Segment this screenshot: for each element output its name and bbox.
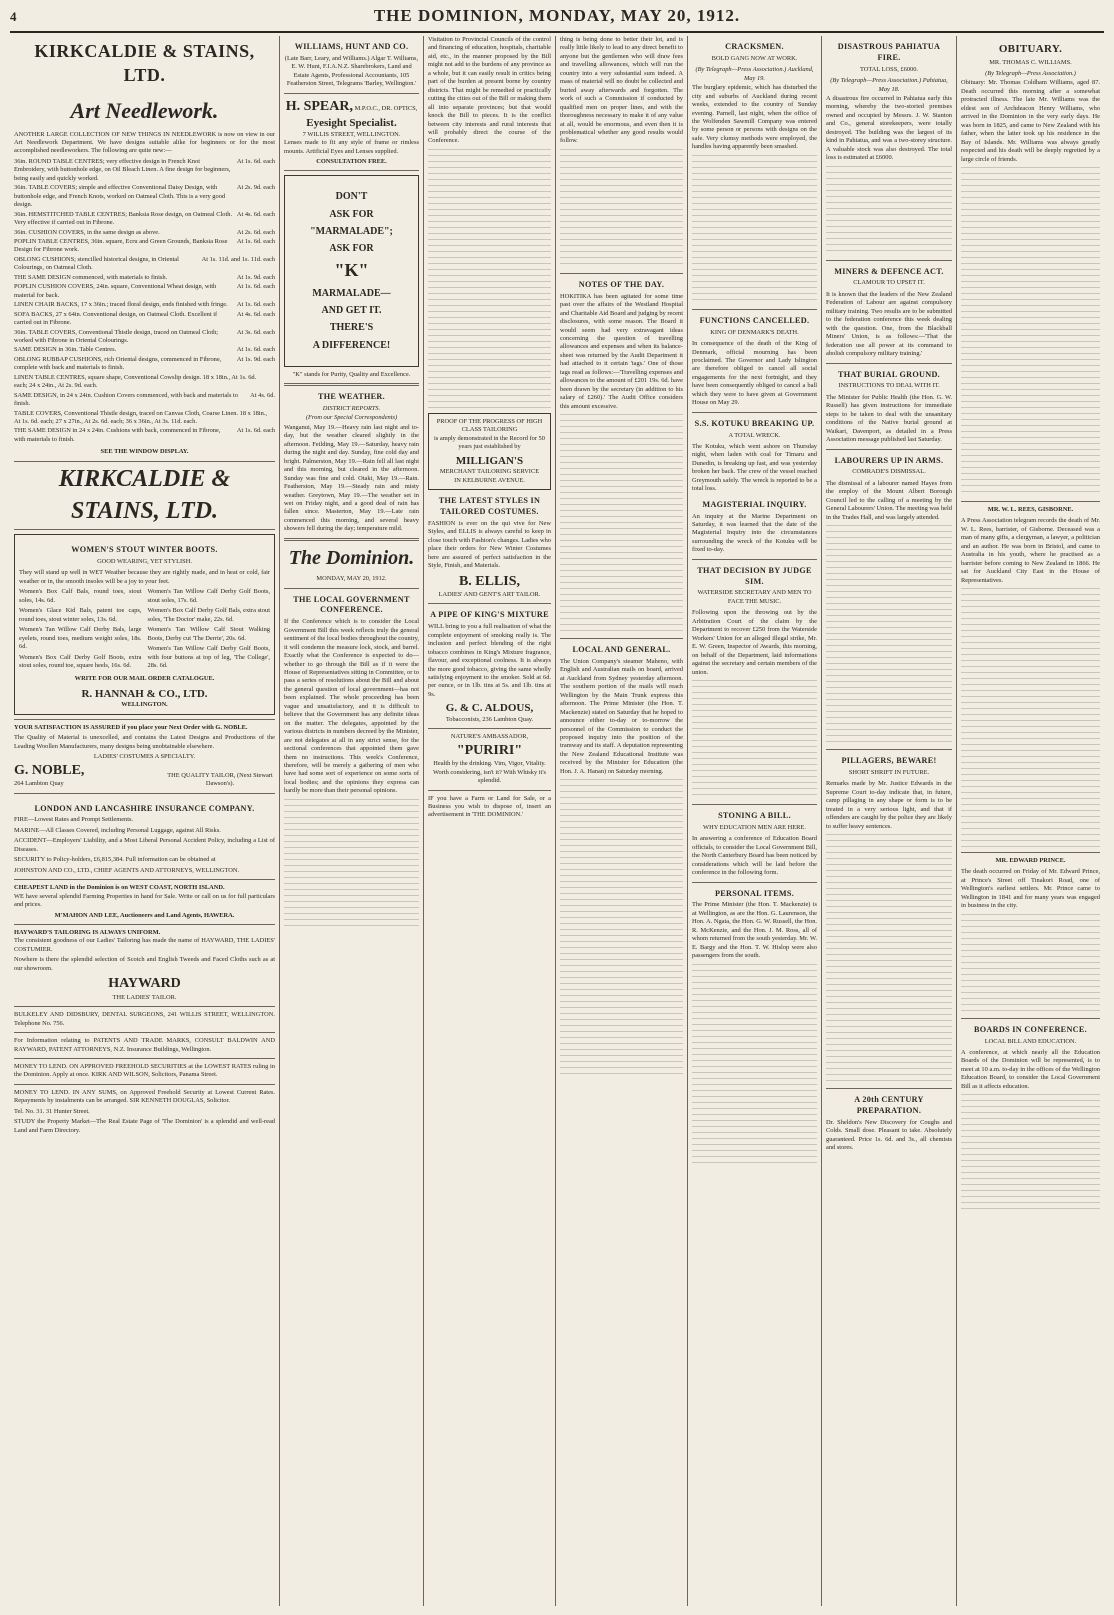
column-4 xyxy=(556,36,688,1606)
tailoring-address: IN KELBURNE AVENUE. xyxy=(454,476,525,484)
boots-catalogue: WRITE FOR OUR MAIL ORDER CATALOGUE. xyxy=(74,675,215,683)
ellis-body: FASHION is ever on the qui vive for New Styles, and ELLIS is always careful to keep in close touch with Fashion's changes. Ladies who place their orders for New Winter Costumes here are assured of perfect satisfaction in the Style, Finish, and Materials. xyxy=(428,519,551,570)
spear-name: H. SPEAR, xyxy=(285,98,353,114)
kotuku-body: The Kotuku, which went ashore on Thursday night, when laden with coal for Timaru and Dunedin, is breaking up fast, and was yesterday broken her back. The crew of the vessel reached Greymouth safely. The wreck is reported to be a total loss. xyxy=(692,443,817,493)
marmalade-line: "MARMALADE"; xyxy=(310,225,393,237)
column-2 xyxy=(280,36,424,1606)
kirkcaldie-title-2: KIRKCALDIE & STAINS, LTD. xyxy=(14,461,275,530)
needlework-item xyxy=(14,229,275,237)
telephone: Tel. No. 31. 31 Hunter Street. xyxy=(14,1107,90,1115)
labourers-sub: COMRADE'S DISMISSAL. xyxy=(852,468,926,476)
noble-trade: THE QUALITY TAILOR, (Next Stewart Dawson's). xyxy=(167,771,273,788)
column-3 xyxy=(424,36,556,1606)
editorial-continued: Visitation to Provincial Councils of the control and financing of education, hospitals, charitable aid, etc., in the manner proposed by the Bill might not add to the burdens of any province as a whole, but it can easily result in critics being part of the burden at present borne by country districts. That might be remedied or practically cutting the cities out of the Bill or making them all into separate provinces; but that would knock the Bill to pieces. It is the conflict between city interests and rural interests that will probably direct the course of the Conference. xyxy=(428,36,551,145)
needlework-intro: ANOTHER LARGE COLLECTION OF NEW THINGS IN NEEDLEWORK is now on view in our Art Needlework Department. We have designs suitable alike for beginners or for the most accomplished needleworkers. The following are quite new:— xyxy=(14,130,275,155)
noble-body: The Quality of Material is unexcelled, and contains the Latest Designs and Productions of the Leading Woollen Manufacturers, many designs being unobtainable elsewhere. xyxy=(14,734,275,750)
rees-body: A Press Association telegram records the death of Mr. W. L. Rees, barrister, of Gisborne. Deceased was a man of many gifts, a clergyman, a lawyer, a politician and an author. He was born in Bristol, and came to Australia in his youth, where he practised as a barrister before coming to New Zealand in 1866. He sat for Auckland City East in the House of Representatives. xyxy=(961,517,1100,584)
obituary-name: MR. THOMAS C. WILLIAMS. xyxy=(989,58,1072,66)
needlework-item-price: At 1s. 11d. and 1s. 11d. each xyxy=(201,255,275,263)
marmalade-line: A DIFFERENCE! xyxy=(312,339,391,351)
needlework-item-text: 36in. HEMSTITCHED TABLE CENTRES; Banksia Rose design, on Oatmeal Cloth. Very effective if carried out in Fibrone. xyxy=(14,210,233,227)
hayward-title: HAYWARD'S TAILORING IS ALWAYS UNIFORM. xyxy=(14,928,161,936)
marmalade-line: AND GET IT. xyxy=(321,305,382,317)
needlework-item xyxy=(14,256,275,273)
cheap-land-body: WE have several splendid Farming Properties in hand for Sale. Write or call on us for full particulars and prices. xyxy=(14,892,275,909)
money-ad-2: MONEY TO LEND. IN ANY SUMS, on Approved Freehold Security at Lowest Current Rates. Repayments by instalments can be arranged. SIR KENNETH DOUGLAS, Solicitor. xyxy=(14,1088,275,1105)
weather-sub: DISTRICT REPORTS. xyxy=(322,404,381,412)
rees-name: MR. W. L. REES, GISBORNE. xyxy=(987,505,1074,513)
puriri-name: "PURIRI" xyxy=(456,742,523,758)
prince-body: The death occurred on Friday of Mr. Edward Prince, at Prince's Street off Tinakori Road, one of Wellington's earliest settlers. Mr. Prince came to Wellington in 1841 and for many years was engaged in business in the city. xyxy=(961,868,1100,910)
noble-address: 264 Lambton Quay xyxy=(14,780,64,788)
hayward-name: HAYWARD xyxy=(108,976,181,992)
preparation-body: Dr. Sheldon's New Discovery for Coughs and Colds. Small dose. Pleasant to take. Absolutely guaranteed. Price 1s. 6d. and 3s., all chemists and stores. xyxy=(826,1118,952,1152)
boots-list-left xyxy=(19,588,142,672)
needlework-item xyxy=(14,211,275,228)
needlework-item-text: POPLIN CUSHION COVERS, 24in. square, Conventional Wheat design, with material for back. xyxy=(14,283,217,299)
pillagers-body: Remarks made by Mr. Justice Edwards in the Supreme Court to-day indicate that, in future, camp pillaging in any shape or form is to be treated in a very serious light, and that if offenders are caught by the police they are likely to suffer heavy sentences. xyxy=(826,780,952,830)
needlework-item-text: LINEN TABLE CENTRES, square shape, Conventional Cowslip design. 18 x 18in., At 1s. 6d. each; 24 x 24in., At 2s. 9d. each. xyxy=(14,373,257,390)
fire-sub: TOTAL LOSS, £6000. xyxy=(859,65,919,73)
ellis-name: B. ELLIS, xyxy=(458,573,521,589)
lancashire-line: JOHNSTON AND CO., LTD., CHIEF AGENTS AND ATTORNEYS, WELLINGTON. xyxy=(14,866,240,874)
judge-sub: WATERSIDE SECRETARY AND MEN TO FACE THE MUSIC. xyxy=(697,589,812,605)
notes-title: NOTES OF THE DAY. xyxy=(578,279,665,289)
conference-title: THE LOCAL GOVERNMENT CONFERENCE. xyxy=(293,594,410,615)
column-6 xyxy=(822,36,957,1606)
local-title: LOCAL AND GENERAL. xyxy=(572,645,671,655)
weather-sub-2: (From our Special Correspondents) xyxy=(305,414,398,422)
miners-body: It is known that the leaders of the New Zealand Federation of Labour are against compulsory military training. Two results are to be submitted to the federation conference this week dealing with the question. One, from the Blackball Miners' Union, is as follows:—'That the federation use all power at its command to abolish compulsory military training.' xyxy=(826,290,952,358)
hannah-city: WELLINGTON. xyxy=(121,701,168,709)
labourers-body: The dismissal of a labourer named Hayes from the employ of the Mount Albert Borough Council led to the calling of a meeting by the General Labourers' Union. The meeting was held in the Trades Hall, and was largely attended. xyxy=(826,479,952,521)
needlework-item-text: POPLIN TABLE CENTRES, 36in. square, Ecru and Green Grounds, Banksia Rose Design for Fibrone work. xyxy=(14,237,228,254)
puriri-title: NATURE'S AMBASSADOR, xyxy=(450,733,529,741)
marmalade-line: "K" xyxy=(334,260,369,281)
needlework-item xyxy=(14,274,275,282)
needlework-item-text: LINEN CHAIR BACKS, 17 x 36in.; traced floral design, ends finished with fringe. xyxy=(14,301,228,309)
hannah-firm: R. HANNAH & CO., LTD. xyxy=(81,687,208,700)
marmalade-note: "K" stands for Purity, Quality and Excellence. xyxy=(292,370,411,378)
hayward-body: The consistent goodness of our Ladies' Tailoring has made the name of HAYWARD, THE LADIES' COSTUMIER. xyxy=(14,937,275,953)
magisterial-title: MAGISTERIAL INQUIRY. xyxy=(702,499,807,509)
pipe-body: WILL bring to you a full realisation of what the complete enjoyment of smoking really is. The inclusion and perfect blending of the right tobacco combines in King's Mixture fragrance, flavour, and exceptional coolness. It is always the more good tobacco, giving the same wholly satisfying enjoyment to the smoker. Sold at 6d. per ounce, or in 1lb. tins at 5s. and 1lb. tins at 9s. xyxy=(428,623,551,698)
needlework-item-price: At 1s. 6d. each xyxy=(236,237,275,245)
lancashire-line: ACCIDENT—Employers' Liability, and a Most Liberal Personal Accident Policy, including a List of Diseases. xyxy=(14,837,275,853)
column-5 xyxy=(688,36,822,1606)
judge-title: THAT DECISION BY JUDGE SIM. xyxy=(697,565,812,586)
weather-title: THE WEATHER. xyxy=(318,392,385,402)
paper-title: The Dominion. xyxy=(288,546,415,569)
dental-ad: BULKELEY AND DIDSBURY, DENTAL SURGEONS, 241 WILLIS STREET, WELLINGTON. Telephone No. 756. xyxy=(14,1011,275,1027)
boots-list-right xyxy=(148,588,271,672)
boards-body: A conference, at which nearly all the Education Boards of the Dominion will be represented, is to meet at 10 a.m. to-day in the offices of the Wellington Education Board, to consider the Local Government Bill as it affects education. xyxy=(961,1049,1100,1090)
miners-title: MINERS & DEFENCE ACT. xyxy=(834,266,944,276)
functions-title: FUNCTIONS CANCELLED. xyxy=(699,315,810,325)
needlework-item-text: OBLONG RUBBAP CUSHIONS, rich Oriental designs, commenced in Fibrone, complete with back and materials to finish. xyxy=(14,355,222,372)
boots-item: Women's Glace Kid Bals, patent toe caps, round toes, stout winter soles, 13s. 6d. xyxy=(19,607,142,623)
stoning-body: In answering a conference of Education Board officials, to consider the Local Government Bill, the North Canterbury Board has been noticed by considerations which will be laid before the conference in the following form. xyxy=(692,835,817,877)
ellis-trade: LADIES' AND GENT'S ART TAILOR. xyxy=(438,590,541,598)
hayward-body-2: Nowhere is there the splendid selection of Scotch and English Tweeds and Faced Cloths such as at our showroom. xyxy=(14,956,275,972)
column-7 xyxy=(957,36,1104,1606)
aldous-trade: Tobacconists, 236 Lambton Quay. xyxy=(445,715,534,723)
needlework-item-price: At 1s. 6d. each xyxy=(236,301,275,309)
burial-sub: INSTRUCTIONS TO DEAL WITH IT. xyxy=(838,382,940,390)
needlework-item-price: At 2s. 6d. each xyxy=(236,228,275,236)
cracksmen-title: CRACKSMEN. xyxy=(725,42,784,51)
needlework-item-text: 36in. TABLE COVERS, Conventional Thistle design, traced on Oatmeal Cloth; worked with Fibrone in Oriental Colourings. xyxy=(14,328,219,344)
functions-body: In consequence of the death of the King of Denmark, official mourning has been proclaimed. The Governor and Lady Islington are therefore obliged to cancel all social engagements for the next fortnight, and they have been consequently obliged to cancel a ball which they were to have given at Government House on May 29. xyxy=(692,340,817,407)
needlework-item xyxy=(14,283,275,300)
needlework-item-text: SOFA BACKS, 27 x 64in. Conventional design, on Oatmeal Cloth. Excellent if carried out in Fibrone. xyxy=(14,310,218,327)
labourers-title: LABOURERS UP IN ARMS. xyxy=(834,455,944,465)
needlework-item-text: SAME DESIGN, in 24 x 24in. Cushion Covers commenced, with back and materials to finish. xyxy=(14,391,238,408)
kotuku-title: S.S. KOTUKU BREAKING UP. xyxy=(694,418,815,428)
needlework-item xyxy=(14,158,275,183)
needlework-item xyxy=(14,374,275,391)
lancashire-line: MARINE—All Classes Covered, including Personal Luggage, against All Risks. xyxy=(14,826,221,834)
personal-body: The Prime Minister (the Hon. T. Mackenzie) is at Wellington, as are the Hon. G. Laurenson, the Hon. A. Ngata, the Hon. G. W. Russell, the Hon. R. McKenzie, and the Hon. J. M. Ross, all of whom returned from the south yesterday. Mr. W. E. Bargy and the Hon. T. W. Hislop were also passengers from the south. xyxy=(692,901,817,960)
marmalade-line: MARMALADE— xyxy=(312,287,391,299)
needlework-item-price: At 1s. 6d. each xyxy=(236,427,275,435)
lancashire-title: LONDON AND LANCASHIRE INSURANCE COMPANY. xyxy=(34,803,255,813)
money-ad-1: MONEY TO LEND. ON APPROVED FREEHOLD SECURITIES at the LOWEST RATES ruling in the Dominion. Apply at once. KIRK AND WILSON, Solicitors, Panama Street. xyxy=(14,1062,275,1079)
ellis-title: THE LATEST STYLES IN TAILORED COSTUMES. xyxy=(438,496,541,516)
marmalade-line: DON'T xyxy=(335,191,368,203)
needlework-item-price: At 2s. 9d. each xyxy=(236,184,275,192)
miners-sub: CLAMOUR TO UPSET IT. xyxy=(853,279,925,287)
needlework-item xyxy=(14,356,275,373)
fire-byline: (By Telegraph—Press Association.) Pahiatua, May 18. xyxy=(830,77,948,93)
milligan-ad xyxy=(428,413,551,490)
needlework-item xyxy=(14,410,275,427)
conference-body: If the Conference which is to consider the Local Government Bill this week reflects truly the general sentiment of the local bodies throughout the country, it will condemn the measure lock, stock, and barrel. Exactly what the Conference is expected to do—whether to go through the Bill as if it were the House of Representatives sitting in Committee, or to pass a series of resolutions about the Bill and about the general question of local government—has not been explained. The whole proceeding has been vague and unsatisfactory, and it is difficult to believe that the Government has any definite ideas on the matter. The delegates, appointed by the various districts in numbers decreed by the Minister, are not delegates at all in any strict sense, for the sectional conferences that appointed them gave them no instructions. This week's Conference, therefore, will be merely a gathering of men who have had some sort of experience on some sorts of local bodies; and the opinions they express can hardly be more than their personal opinions. xyxy=(284,618,419,795)
pillagers-title: PILLAGERS, BEWARE! xyxy=(841,756,937,766)
obituary-title: OBITUARY. xyxy=(998,43,1063,55)
needlework-heading: Art Needlework. xyxy=(70,97,219,123)
cracksmen-byline: (By Telegraph—Press Association.) Auckland, May 19. xyxy=(695,66,814,82)
obituary-byline: (By Telegraph—Press Association.) xyxy=(985,69,1076,77)
cracksmen-body: The burglary epidemic, which has disturbed the city and suburbs of Auckland during recent weeks, extended to the country of Sunday evening. Parnell, last night, when the office of the Wolfenden Sawmill Company was entered by some person or persons with designs on the safe. Very clumsy methods were employed, the handles having apparently been smashed. xyxy=(692,84,817,151)
newspaper-title: THE DOMINION, MONDAY, MAY 20, 1912. xyxy=(373,6,741,25)
farm-ad: IF you have a Farm or Land for Sale, or a Business you wish to dispose of, insert an advertisement in 'THE DOMINION.' xyxy=(428,794,551,819)
lancashire-line: SECURITY to Policy-holders, £6,815,384. Full information can be obtained at xyxy=(14,856,216,864)
cracksmen-sub: BOLD GANG NOW AT WORK. xyxy=(711,54,798,62)
lancashire-lines xyxy=(14,816,275,875)
fire-body: A disastrous fire occurred in Pahiatua early this morning, whereby the two-storied premises owned and occupied by Messrs. J. W. Stanton and Co., general storekeepers, were totally destroyed. The building was the largest of its kind in Pahiatua, and was a two-storey structure. A valuable stock was also destroyed. The total loss is estimated at £6000. xyxy=(826,95,952,162)
needlework-item xyxy=(14,392,275,409)
marmalade-lines xyxy=(289,190,414,351)
tailoring-trade: MERCHANT TAILORING SERVICE xyxy=(439,468,540,476)
hayward-trade: THE LADIES' TAILOR. xyxy=(112,993,177,1001)
pillagers-sub: SHORT SHRIFT IN FUTURE. xyxy=(848,768,930,776)
preparation-title: A 20th CENTURY PREPARATION. xyxy=(854,1095,924,1115)
noble-name: G. NOBLE, xyxy=(14,762,85,778)
boards-sub: LOCAL BILL AND EDUCATION. xyxy=(984,1037,1077,1045)
needlework-item-price: At 1s. 6d. each xyxy=(236,346,275,354)
needlework-item-text: OBLONG CUSHIONS; stencilled historical designs, in Oriental Colourings, on Oatmeal Cloth. xyxy=(14,255,179,272)
marmalade-line: ASK FOR xyxy=(329,243,374,254)
patents-ad: For Information relating to PATENTS AND TRADE MARKS, CONSULT BALDWIN AND RAYWARD, PATENT ATTORNEYS, N.Z. Insurance Buildings, Wellington. xyxy=(14,1037,275,1053)
boots-heading: WOMEN'S STOUT WINTER BOOTS. xyxy=(71,545,218,555)
personal-title: PERSONAL ITEMS. xyxy=(714,888,795,898)
spear-body: Lenses made to fit any style of frame or rimless mounts. Artificial Eyes and Lenses supplied. xyxy=(284,139,419,155)
needlework-item-price: At 1s. 9d. each xyxy=(236,273,275,281)
needlework-item-text: 36in. CUSHION COVERS, in the same design as above. xyxy=(14,228,160,236)
williams-sub: (Late Barr, Leary, and Williams.) Algar T. Williams, E. W. Hunt, F.I.A.N.Z. Sharebrokers, Land and Estate Agents, Professional Accountants, 105 Featherston Street, Telegrams 'Barley, Wellington.' xyxy=(284,54,419,88)
noble-lead: YOUR SATISFACTION IS ASSURED if you place your Next Order with G. NOBLE. xyxy=(14,723,248,731)
needlework-item xyxy=(14,184,275,209)
pipe-title: A PIPE OF KING'S MIXTURE xyxy=(430,610,549,620)
spear-address: 7 WILLIS STREET, WELLINGTON. xyxy=(302,130,401,138)
spear-degrees: M.P.O.C., DR. OPTICS, xyxy=(354,104,418,112)
weather-body: Wanganui, May 19.—Heavy rain last night and to-day, but the weather cleared slightly in the afternoon. Feilding, May 19.—Saturday, heavy rain during the night and day. Sunday, fine cold day and bright. Palmerston, May 19.—Rain fell all last night and this morning, but cleared in the afternoon. Sunday was fine and cold. Otaki, May 19.—Rain. Featherston, May 19.—Steady rain and misty weather. Greytown, May 19.—The weather set in wet on Friday night, and a good deal of rain has fallen since. Masterton, May 19.—Late rain commenced this morning, and several heavy showers fell during the day; temperature mild. xyxy=(284,423,419,533)
tailoring-body: is amply demonstrated in the Record for 50 years just established by xyxy=(434,434,545,451)
boots-item: Women's Box Calf Derby Golf Boots, extra stout soles, round toe, square heels, 16s. 6d. xyxy=(19,653,142,669)
marmalade-ad xyxy=(284,175,419,366)
tailoring-firm: MILLIGAN'S xyxy=(455,454,524,467)
stoning-title: STONING A BILL. xyxy=(718,811,791,820)
fire-title: DISASTROUS PAHIATUA FIRE. xyxy=(837,42,941,62)
burial-title: THAT BURIAL GROUND. xyxy=(837,369,941,379)
prince-name: MR. EDWARD PRINCE. xyxy=(995,857,1066,865)
stoning-sub: WHY EDUCATION MEN ARE HERE. xyxy=(703,823,806,831)
boots-item: Women's Box Calf Bals, round toes, stout soles, 14s. 6d. xyxy=(19,588,142,604)
needlework-item-text: TABLE COVERS, Conventional Thistle design, traced on Canvas Cloth, Coarse Linen. 18 x 18in., At 1s. 6d. each; 27 x 27in., At 2s. 6d. each; 36 x 36in., At 3s. 11d. each. xyxy=(14,409,268,426)
needlework-item xyxy=(14,427,275,444)
needlework-item xyxy=(14,311,275,328)
window-display-note: SEE THE WINDOW DISPLAY. xyxy=(100,448,189,456)
study-ad: STUDY the Property Market—The Real Estate Page of 'The Dominion' is a splendid and well-read Land and Farm Directory. xyxy=(14,1118,275,1134)
needlework-list xyxy=(14,158,275,445)
needlework-item-text: SAME DESIGN in 36in. Table Centres. xyxy=(14,346,117,354)
needlework-item-price: At 4s. 6d. each xyxy=(236,210,275,218)
needlework-item-text: THE SAME DESIGN in 24 x 24in. Cushions with back, commenced in Fibrone, with materials to finish. xyxy=(14,427,221,443)
boots-ad xyxy=(14,534,275,715)
needlework-item-price: At 1s. 9d. each xyxy=(236,355,275,363)
functions-sub: KING OF DENMARK'S DEATH. xyxy=(710,328,799,336)
marmalade-line: THERE'S xyxy=(329,322,374,334)
tailoring-title: PROOF OF THE PROGRESS OF HIGH CLASS TAILORING xyxy=(436,417,543,434)
boots-sub: GOOD WEARING, YET STYLISH. xyxy=(97,558,192,566)
needlework-item-text: 36in. TABLE COVERS; simple and effective Conventional Daisy Design, with buttonhole edge, and French Knots, worked on Oatmeal Cloth. This is a very good design. xyxy=(14,184,226,209)
columns xyxy=(10,36,1104,1606)
lancashire-line: FIRE—Lowest Rates and Prompt Settlements. xyxy=(14,816,134,824)
cheap-land-firm: M'MAHON AND LEE, Auctioneers and Land Agents, HAWERA. xyxy=(54,911,235,919)
cheap-land-title: CHEAPEST LAND in the Dominion is on WEST COAST, NORTH ISLAND. xyxy=(14,884,225,892)
needlework-item-price: At 1s. 6d. each xyxy=(236,283,275,291)
boards-title: BOARDS IN CONFERENCE. xyxy=(974,1024,1087,1034)
editorial-continued-2: thing is being done to better their lot, and is really little likely to lead to any direct benefit to anyone but the gentlemen who will draw fees and travelling allowances, which will run the country into a very substantial sum indeed. A mass of material will no doubt be collected and buried away afterwards and forgotten. The work of such a Commission if conducted by qualified men on proper lines, and with the thoroughness necessary to make it of any value at all, would be enormous, and even then it is problematical whether any good results would follow. xyxy=(560,36,683,145)
boots-item: Women's Tan Willow Calf Derby Golf Boots, stout soles, 17s. 6d. xyxy=(147,588,270,604)
noble-ladies: LADIES' COSTUMES A SPECIALTY. xyxy=(93,753,196,761)
boots-item: Women's Box Calf Derby Golf Bals, extra stout soles, 'The Doctor' make, 22s. 6d. xyxy=(147,607,270,623)
williams-title: WILLIAMS, HUNT AND CO. xyxy=(294,42,409,51)
marmalade-line: ASK FOR xyxy=(329,208,374,220)
needlework-item xyxy=(14,301,275,309)
boots-item: Women's Tan Willow Calf Derby Golf Boots, with four buttons at top of leg, 'The College', 28s. 6d. xyxy=(147,645,270,669)
boots-item: Women's Tan Willow Calf Derby Bals, large eyelets, round toes, medium weight soles, 18s. 6d. xyxy=(19,626,142,651)
boots-item: Women's Tan Willow Calf Stout Walking Boots, Derby cut 'The Derrie', 20s. 6d. xyxy=(147,626,270,642)
needlework-item-price: At 4s. 6d. xyxy=(250,391,275,399)
needlework-item-price: At 3s. 6d. each xyxy=(236,328,275,336)
needlework-item xyxy=(14,329,275,346)
needlework-item xyxy=(14,346,275,354)
paper-date: MONDAY, MAY 20, 1912. xyxy=(316,575,387,583)
page-number: 4 xyxy=(10,9,17,24)
aldous-name: G. & C. ALDOUS, xyxy=(445,702,534,715)
needlework-item-text: 36in. ROUND TABLE CENTRES; very effective design in French Knot Embroidery, with buttonhole edge, on Oil Bleach Linen. A fine design for beginners, being easily and quickly worked. xyxy=(14,157,231,182)
boots-intro: They will stand up well in WET Weather because they are rightly made, and in heat or cold, fair weather or in, the smooth insoles will be a joy to your feet. xyxy=(19,569,270,585)
spear-title: Eyesight Specialist. xyxy=(306,117,397,130)
local-body: The Union Company's steamer Maheno, with English and Australian mails on board, arrived at Auckland from Sydney yesterday afternoon. The southern portion of the mails will reach Wellington by the Main Trunk express this afternoon. The Prime Minister (the Hon. T. Mackenzie) stated on Saturday that he hoped to announce either to-day or to-morrow the personnel of the Commission to conduct the proposed inquiry into the position of the tramway and its staff. A deputation representing the New Zealand Educational Institute was received by the Minister for Education (the Hon. J. A. Hanan) on Saturday morning. xyxy=(560,657,683,775)
needlework-item-price: At 4s. 6d. each xyxy=(236,310,275,318)
kotuku-sub: A TOTAL WRECK. xyxy=(728,431,781,439)
magisterial-body: An inquiry at the Marine Department on Saturday, it was learned that the date of the Magisterial Inquiry into the circumstances surrounding the wreck of the Kotuku will be fixed to-day. xyxy=(692,512,817,554)
burial-body: The Minister for Public Health (the Hon. G. W. Russell) has given instructions for immediate steps to be taken to deal with the unsanitary conditions of the Native burial ground at Waikari, Davenport, as detailed in a Press Association message published last Saturday. xyxy=(826,393,952,444)
spear-consult: CONSULTATION FREE. xyxy=(316,157,387,165)
masthead xyxy=(10,6,1104,33)
needlework-item xyxy=(14,238,275,255)
needlework-item-text: THE SAME DESIGN commenced, with materials to finish. xyxy=(14,273,168,281)
puriri-body: Health by the drinking. Vim, Vigor, Vitality. Worth considering, isn't it? With Whisky it's splendid. xyxy=(433,760,546,785)
judge-body: Following upon the throwing out by the Arbitration Court of the claim by the Department to recover £250 from the Waterside Workers' Union for an alleged illegal strike, Mr. E. W. Green, Inspector of Awards, this morning, on behalf of the Department, laid informations against the secretary and certain members of the union. xyxy=(692,609,817,676)
column-1 xyxy=(10,36,280,1606)
obituary-body: Obituary: Mr. Thomas Coldham Williams, aged 87. Death occurred this morning after a somewhat protracted illness. The late Mr. Williams was the eldest son of Archdeacon Henry Williams, who arrived in the Dominion in the very early days. He was born in 1825, and came to New Zealand with his father, when the latter took up his residence in the Bay of Islands. Mr. Williams was always greatly respected and his death will be deeply regretted by a large circle of friends. xyxy=(961,79,1100,163)
needlework-item-price: At 1s. 6d. each xyxy=(236,157,275,165)
notes-body: HOKITIKA has been agitated for some time past over the affairs of the Westland Hospital and Charitable Aid Board and judging by recent disclosures, with some reason. The Board it would seem had very extravagant ideas concerning the question of travelling allowances and expenses and when its balance-sheet was returned by the Audit Department it had attached to it certain 'tags.' One of those tags read as follows:—'Travelling expenses and allowances to the amount of £201 19s. 6d. have been drawn by the secretary (in addition to his salary of £260).' The Audit Office considers this amount excessive. xyxy=(560,292,683,410)
kirkcaldie-title: KIRKCALDIE & STAINS, LTD. xyxy=(34,41,255,85)
